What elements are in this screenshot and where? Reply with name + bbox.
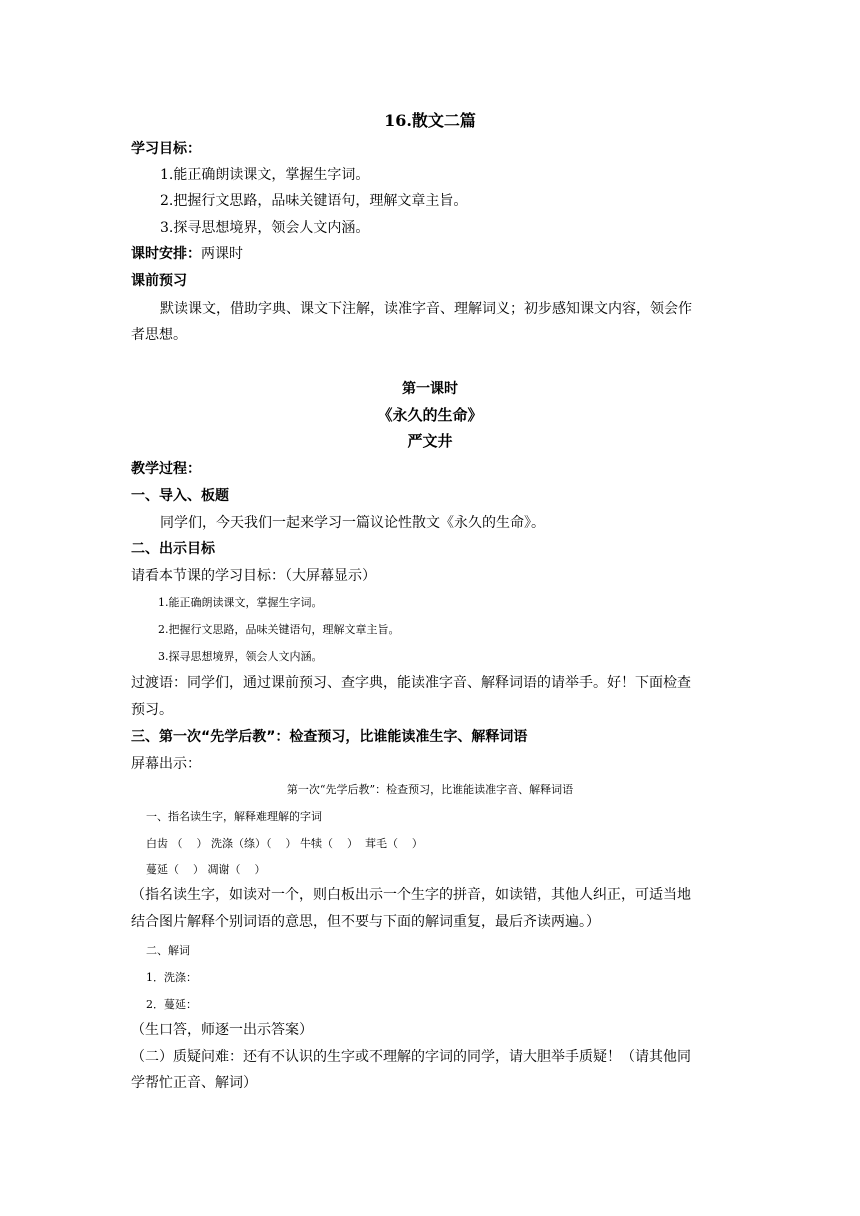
question-text-cont: 学帮忙正音、解词） (131, 1075, 257, 1091)
schedule-label: 课时安排： (131, 246, 201, 262)
schedule-value: 两课时 (201, 246, 243, 262)
lesson-label: 第一课时 (402, 381, 458, 397)
definition-item: 1．洗涤： (146, 971, 197, 984)
preview-heading: 课前预习 (131, 273, 187, 289)
transition-text: 过渡语：同学们，通过课前预习、查字典，能读准字音、解释词语的请举手。好！下面检查 (131, 675, 691, 691)
note-text-cont: 结合图片解释个别词语的意思，但不要与下面的解词重复，最后齐读两遍。） (131, 914, 600, 930)
screen-item: 一、指名读生字，解释难理解的字词 (146, 810, 322, 823)
process-heading: 教学过程： (131, 461, 201, 477)
screen-goal-item: 2.把握行文思路，品味关键语句，理解文章主旨。 (158, 623, 400, 636)
preview-text: 默读课文，借助字典、课文下注解，读准字音、理解词义；初步感知课文内容，领会作 (160, 301, 692, 317)
goal-item: 1.能正确朗读课文，掌握生字词。 (160, 167, 370, 183)
goal-item: 3.探寻思想境界，领会人文内涵。 (160, 220, 370, 236)
schedule-line (131, 243, 243, 263)
note-text: （指名读生字，如读对一个，则白板出示一个生字的拼音，如读错，其他人纠正，可适当地 (131, 887, 691, 903)
section-text: 同学们，今天我们一起来学习一篇议论性散文《永久的生命》。 (160, 515, 545, 531)
goals-heading: 学习目标： (131, 141, 201, 157)
preview-text-cont: 者思想。 (131, 327, 187, 343)
section-heading: 二、出示目标 (131, 541, 215, 557)
screen-goal-item: 1.能正确朗读课文，掌握生字词。 (158, 596, 323, 609)
definition-item: 2．蔓延： (146, 998, 197, 1011)
lesson-author: 严文井 (407, 432, 453, 450)
section-intro: 请看本节课的学习目标：（大屏幕显示） (131, 568, 376, 584)
screen-item: 二、解词 (146, 944, 190, 957)
question-text: （二）质疑问难：还有不认识的生字或不理解的字词的同学，请大胆举手质疑！（请其他同 (131, 1049, 691, 1065)
screen-title: 第一次“先学后教”：检查预习，比谁能读准字音、解释词语 (286, 783, 574, 796)
section-heading: 三、第一次“先学后教”：检查预习，比谁能读准生字、解释词语 (131, 729, 528, 745)
words-row: 蔓延（ ） 凋谢（ ） (146, 863, 266, 876)
lesson-title: 《永久的生命》 (377, 406, 483, 424)
screen-goal-item: 3.探寻思想境界，领会人文内涵。 (158, 650, 323, 663)
section-heading: 一、导入、板题 (131, 488, 229, 504)
document-title: 16.散文二篇 (384, 111, 476, 130)
transition-text-cont: 预习。 (131, 702, 173, 718)
screen-label: 屏幕出示： (131, 756, 201, 772)
goal-item: 2.把握行文思路，品味关键语句，理解文章主旨。 (160, 193, 468, 209)
answer-note: （生口答，师逐一出示答案） (131, 1022, 313, 1038)
words-row: 白齿 （ ） 洗涤（绦）（ ） 牛犊（ ） 茸毛（ ） (146, 837, 423, 850)
